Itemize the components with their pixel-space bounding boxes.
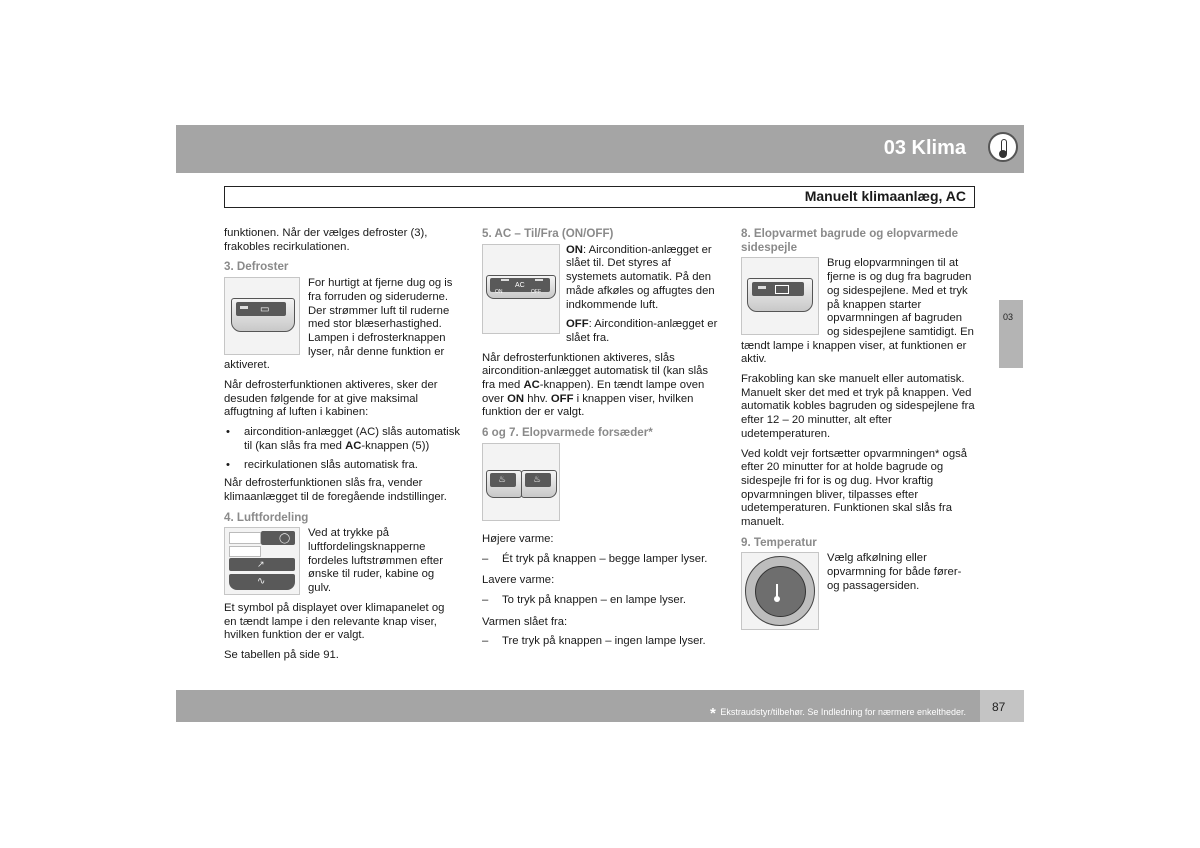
chapter-title: 03 Klima [883,137,966,159]
seat-heating-illustration [482,443,560,521]
elop-text: Brug elopvarmningen til at fjerne is og dug fra bagruden og sidespejlene. Med et tryk på knappen starter opvarmningen af bagruden og sidespejlene samtidigt. En tændt lampe i knappen viser, at funktionen er aktiv. [741,257,974,366]
on-lamp [501,279,509,281]
indicator-lamp [758,286,766,289]
ac-button-illustration [482,244,560,334]
section-title: Manuelt klimaanlæg, AC [804,188,966,204]
hojere-label: Højere varme: [482,532,554,545]
page-number: 87 [992,700,1006,714]
paragraph-off: Når defrosterfunktionen slås fra, vender klimaanlægget til de foregående indstillinger. [224,477,447,503]
heading-luftfordeling: 4. Luftfordeling [224,510,309,524]
ac-button [486,275,556,299]
rear-window-icon [775,285,789,294]
side-tab-label: 03 [1003,312,1014,322]
intro-text: funktionen. Når der vælges defroster (3), frakobles recirkulationen. [224,227,428,253]
heading-rear-window-heating: 8. Elopvarmet bagrude og elopvarmede sidespejle [741,227,959,254]
rear-window-button-illustration [741,257,819,335]
off-text: : Aircondition-anlægget er slået fra. [566,318,718,344]
footer-bar [176,690,980,722]
bold: AC [523,379,540,392]
dash-mark: – [482,552,489,565]
item-text: Tre tryk på knappen – ingen lampe lyser. [502,635,706,648]
column-1 [224,227,460,669]
on-text: : Aircondition-anlægget er slået til. Det styres af systemets automatik. På den måde afkøles og affugtes den indkommende luft. [566,243,715,311]
lavere-item [482,594,718,608]
ac-defroster-text [482,352,718,421]
display-segment [229,546,261,557]
off-lamp [535,279,543,281]
bullet-ac-auto [224,426,460,453]
temperature-knob [755,566,806,617]
on-bold: ON [566,243,583,256]
rear-window-button [747,278,813,312]
seat-heat-icon: ♨ [498,473,507,484]
thermometer-icon [988,132,1018,162]
on-label: ON [495,288,503,295]
item-text: To tryk på knappen – en lampe lyser. [502,593,686,606]
bullet-recirculation: • recirkulationen slås automatisk fra. [224,459,460,473]
chapter-side-tab[interactable] [999,300,1023,368]
text: Når defrosterfunktionen aktiveres, slås aircondition-anlægget automatisk til (kan slås fra med [482,351,709,392]
page-number-box [980,690,1024,722]
seat-heat-left-button [486,470,522,498]
defroster-button [231,298,295,332]
ved-koldt-text: Ved koldt vejr fortsætter opvarmningen* også efter 20 minutter for at holde bagrude og sidespejle fri for is og dug. Hvor kraftig opvarmningen bliver, tilpasses efter udetemperaturen. Funktionen skal slås fra manuelt. [741,447,968,529]
lavere-label: Lavere varme: [482,574,555,587]
text: hhv. [524,392,551,405]
bold: OFF [550,392,574,405]
off-bold: OFF [566,318,589,331]
slaet-fra-label: Varmen slået fra: [482,615,568,628]
item-text: Ét tryk på knappen – begge lamper lyser. [502,552,708,565]
ac-label: AC [515,281,525,289]
luft-text-1: Ved at trykke på luftfordelingsknapperne fordeles luftstrømmen efter ønske til ruder, kabine og gulv. [308,527,443,595]
bold: ON [507,392,525,405]
heading-defroster: 3. Defroster [224,260,289,274]
temperature-knob-illustration [741,552,819,630]
defroster-button-illustration [224,277,300,355]
seat-heat-right-button [521,470,557,498]
temp-text: Vælg afkølning eller opvarmning for både fører- og passagersiden. [827,552,962,592]
dash-mark: – [482,593,489,606]
button-top-panel [525,473,551,487]
footnote [710,702,966,722]
bullet-bold: AC [345,439,362,452]
air-button-top [261,531,295,545]
frakobling-text: Frakobling kan ske manuelt eller automatisk. Manuelt sker det med et tryk på knappen. Ved automatik kobles bagruden og sidespejlene fra efter 12 – 20 minutter, alt efter udetemperaturen. [741,373,975,440]
display-segment [229,532,261,544]
defroster-icon: ▭ [260,304,270,316]
heading-ac-onoff: 5. AC – Til/Fra (ON/OFF) [482,227,614,240]
luft-text-2: Et symbol på displayet over klimapanelet og en tændt lampe i den relevante knap viser, hvilken funktion der er valgt. [224,601,445,642]
thermometer-bulb [774,596,780,602]
text: i knappen viser, hvilken funktion der er valgt. [482,392,694,419]
footnote-star: * [710,705,716,722]
temperature-knob-ring [745,556,815,626]
footnote-text: Ekstraudstyr/tilbehør. Se Indledning for nærmere enkeltheder. [720,707,966,717]
floor-air-icon: ∿ [257,576,266,588]
slaet-fra-item [482,635,718,649]
heading-temperatur: 9. Temperatur [741,535,817,549]
air-distribution-illustration [224,527,300,595]
see-table-text: Se tabellen på side 91. [224,648,339,661]
hojere-item [482,553,718,567]
button-top-panel [490,473,516,487]
bullet-text: aircondition-anlægget (AC) slås automatisk til (kan slås fra med [244,426,460,452]
column-2 [482,227,718,657]
text: -knappen). En tændt lampe oven over [482,379,705,405]
seat-heat-icon: ♨ [533,473,542,484]
window-air-icon: ◯ [279,533,291,545]
section-header-bar [224,186,975,208]
column-3 [741,227,977,632]
air-button-bottom [229,574,295,590]
heading-seat-heating: 6 og 7. Elopvarmede forsæder* [482,426,653,440]
indicator-lamp [240,306,248,309]
air-button-middle [229,558,295,571]
bullet-text: -knappen (5)) [361,439,430,452]
chapter-header-bar [176,125,1024,173]
dash-mark: – [482,635,489,648]
off-label: OFF [531,288,541,295]
cabin-air-icon: ↗ [257,559,265,570]
defroster-text: For hurtigt at fjerne dug og is fra forruden og sideruderne. Der strømmer luft til ruderne med stor blæserhastighed. Lampen i defrosterknappen lyser, når denne funktion er aktiveret. [224,277,453,372]
paragraph-active: Når defrosterfunktionen aktiveres, sker der desuden følgende for at give maksimal affugtning af luften i kabinen: [224,379,438,419]
